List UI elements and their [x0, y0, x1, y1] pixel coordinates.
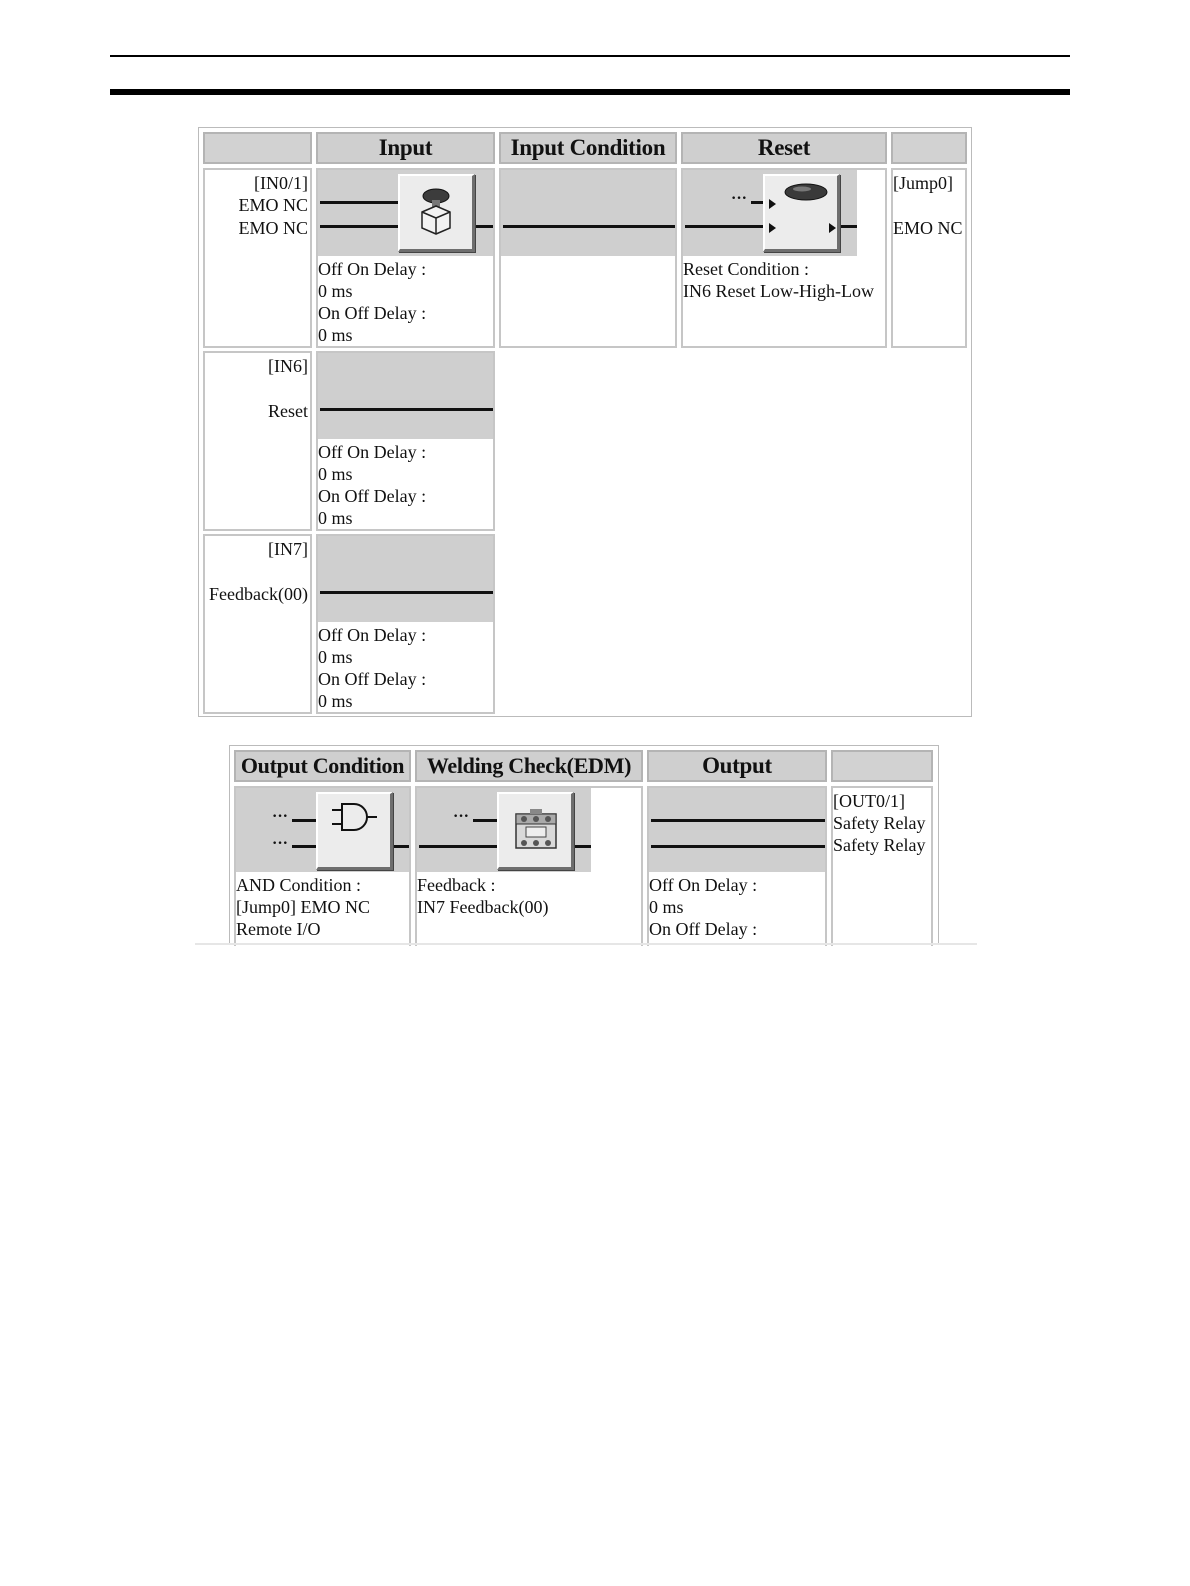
connector-dots: ··· [731, 190, 748, 207]
header-output: Output [647, 750, 827, 782]
on-off-delay-value: 0 ms [318, 508, 353, 528]
wire [419, 845, 497, 848]
emergency-stop-button-icon [416, 186, 456, 236]
connector-dots: ··· [272, 835, 289, 852]
output-tag: [OUT0/1] [833, 791, 905, 811]
wire [292, 845, 316, 848]
crop-edge [195, 943, 977, 945]
wire [651, 845, 825, 848]
on-off-delay-label: On Off Delay : [318, 669, 427, 689]
output-name: Safety Relay [833, 835, 926, 855]
connector-dots: ··· [453, 808, 470, 825]
output-cell[interactable] [647, 786, 827, 946]
header-blank-right [831, 750, 933, 782]
header-output-condition: Output Condition [234, 750, 411, 782]
row-in0-input-cell[interactable] [316, 168, 495, 348]
jump-name: EMO NC [893, 218, 963, 238]
arrow-right-icon [769, 223, 776, 233]
input-condition-diagram-area [501, 170, 675, 256]
wire [574, 845, 591, 848]
header-blank-left [203, 132, 312, 164]
and-condition-jump: [Jump0] EMO NC [236, 897, 370, 917]
off-on-delay-value: 0 ms [649, 897, 684, 917]
output-program-table [229, 745, 939, 945]
off-on-delay-label: Off On Delay : [649, 875, 758, 895]
reset-button-icon [783, 182, 829, 202]
input-name: EMO NC [238, 218, 308, 238]
off-on-delay-value: 0 ms [318, 281, 353, 301]
header-input: Input [316, 132, 495, 164]
wire [320, 225, 400, 228]
arrow-right-icon [769, 199, 776, 209]
feedback-label: Feedback : [417, 875, 496, 895]
wire [292, 819, 316, 822]
input-diagram-area [318, 536, 493, 622]
row-in0-label-cell [203, 168, 312, 348]
input-name: EMO NC [238, 195, 308, 215]
row-in6-input-cell[interactable] [316, 351, 495, 531]
off-on-delay-value: 0 ms [318, 647, 353, 667]
row-in7-label-cell [203, 534, 312, 714]
wire [473, 819, 497, 822]
arrow-right-icon [829, 223, 836, 233]
off-on-delay-value: 0 ms [318, 464, 353, 484]
wire [320, 201, 400, 204]
input-diagram-area [318, 353, 493, 439]
wire [503, 225, 675, 228]
wire [320, 591, 493, 594]
on-off-delay-label: On Off Delay : [649, 919, 758, 939]
on-off-delay-value: 0 ms [318, 691, 353, 711]
and-gate-icon [332, 802, 378, 832]
on-off-delay-label: On Off Delay : [318, 303, 427, 323]
wire [393, 845, 409, 848]
header-rule-thin [110, 55, 1070, 57]
header-blank-right [891, 132, 967, 164]
welding-check-cell[interactable] [415, 786, 643, 946]
row-in0-reset-cell[interactable] [681, 168, 887, 348]
row-in6-label-cell [203, 351, 312, 531]
and-condition-remote-io: Remote I/O [236, 919, 321, 939]
wire [475, 225, 493, 228]
output-diagram-area [649, 788, 825, 872]
input-tag: [IN6] [268, 356, 308, 376]
row-in0-jump-cell [891, 168, 967, 348]
off-on-delay-label: Off On Delay : [318, 442, 427, 462]
wire [685, 225, 763, 228]
feedback-value: IN7 Feedback(00) [417, 897, 549, 917]
off-on-delay-label: Off On Delay : [318, 625, 427, 645]
input-tag: [IN0/1] [254, 173, 308, 193]
contactor-icon [514, 808, 558, 852]
connector-dots: ··· [272, 808, 289, 825]
row-in7-input-cell[interactable] [316, 534, 495, 714]
wire [840, 225, 857, 228]
wire [751, 201, 763, 204]
edm-block[interactable] [497, 792, 574, 870]
wire [651, 819, 825, 822]
output-target-cell [831, 786, 933, 946]
header-input-condition: Input Condition [499, 132, 677, 164]
input-program-table [198, 127, 972, 717]
header-reset: Reset [681, 132, 887, 164]
emergency-stop-block[interactable] [398, 174, 475, 252]
reset-block[interactable] [763, 174, 840, 252]
and-condition-block[interactable] [316, 792, 393, 870]
on-off-delay-value: 0 ms [318, 325, 353, 345]
and-condition-label: AND Condition : [236, 875, 362, 895]
jump-tag: [Jump0] [893, 173, 953, 193]
reset-condition-label: Reset Condition : [683, 259, 809, 279]
on-off-delay-label: On Off Delay : [318, 486, 427, 506]
header-rule-thick [110, 89, 1070, 95]
output-condition-cell[interactable] [234, 786, 411, 946]
reset-condition-value: IN6 Reset Low-High-Low [683, 281, 874, 301]
header-welding-check: Welding Check(EDM) [415, 750, 643, 782]
wire [320, 408, 493, 411]
off-on-delay-label: Off On Delay : [318, 259, 427, 279]
input-name: Reset [268, 401, 308, 421]
row-in0-input-condition-cell[interactable] [499, 168, 677, 348]
input-name: Feedback(00) [209, 584, 308, 604]
output-name: Safety Relay [833, 813, 926, 833]
input-tag: [IN7] [268, 539, 308, 559]
